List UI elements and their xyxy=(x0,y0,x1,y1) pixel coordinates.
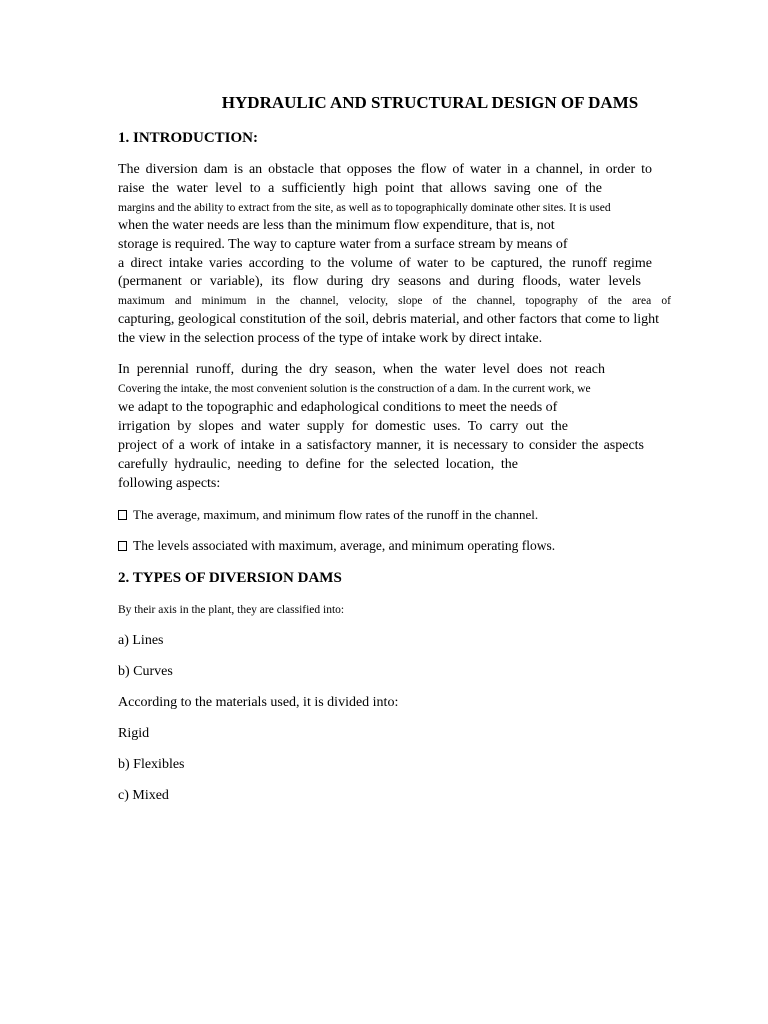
paragraph-line: In perennial runoff, during the dry season, when the water level does not reach xyxy=(118,362,605,377)
section-heading-introduction: 1. INTRODUCTION: xyxy=(118,130,259,146)
paragraph-line: margins and the ability to extract from the site, as well as to topographically dominate other sites. It is used xyxy=(118,202,611,214)
paragraph-line: The diversion dam is an obstacle that opposes the flow of water in a channel, in order to xyxy=(118,162,652,177)
paragraph-line: project of a work of intake in a satisfactory manner, it is necessary to consider the aspects xyxy=(118,438,644,453)
paragraph-line: when the water needs are less than the minimum flow expenditure, that is, not xyxy=(118,218,555,233)
list-item: Rigid xyxy=(118,726,150,741)
paragraph-line: capturing, geological constitution of the soil, debris material, and other factors that come to light xyxy=(118,312,659,327)
bullet-item xyxy=(118,506,538,524)
paragraph-line: we adapt to the topographic and edaphological conditions to meet the needs of xyxy=(118,400,558,415)
paragraph-line: storage is required. The way to capture water from a surface stream by means of xyxy=(118,237,568,252)
bullet-text: The levels associated with maximum, average, and minimum operating flows. xyxy=(133,538,556,553)
bullet-text: The average, maximum, and minimum flow rates of the runoff in the channel. xyxy=(133,507,539,522)
paragraph-line: maximum and minimum in the channel, velocity, slope of the channel, topography of the area of xyxy=(118,295,671,307)
paragraph-line: Covering the intake, the most convenient solution is the construction of a dam. In the current work, we xyxy=(118,383,591,395)
paragraph-line: carefully hydraulic, needing to define for the selected location, the xyxy=(118,457,518,472)
document-title: HYDRAULIC AND STRUCTURAL DESIGN OF DAMS xyxy=(221,93,639,112)
list-item: c) Mixed xyxy=(118,788,169,803)
paragraph-line: a direct intake varies according to the volume of water to be captured, the runoff regime xyxy=(118,256,652,271)
list-item: a) Lines xyxy=(118,633,164,648)
checkbox-bullet-icon xyxy=(118,510,127,520)
materials-intro-text: According to the materials used, it is divided into: xyxy=(118,695,399,710)
section-heading-types: 2. TYPES OF DIVERSION DAMS xyxy=(118,570,342,586)
paragraph-line: raise the water level to a sufficiently high point that allows saving one of the xyxy=(118,181,602,196)
checkbox-bullet-icon xyxy=(118,541,127,551)
list-item: b) Curves xyxy=(118,664,173,679)
list-item: b) Flexibles xyxy=(118,757,185,772)
paragraph-line: following aspects: xyxy=(118,476,221,491)
bullet-item xyxy=(118,537,555,555)
paragraph-line: (permanent or variable), its flow during dry seasons and during floods, water levels xyxy=(118,274,641,289)
paragraph-line: the view in the selection process of the type of intake work by direct intake. xyxy=(118,331,543,346)
paragraph-line: irrigation by slopes and water supply for domestic uses. To carry out the xyxy=(118,419,568,434)
section-intro-text: By their axis in the plant, they are classified into: xyxy=(118,604,345,616)
